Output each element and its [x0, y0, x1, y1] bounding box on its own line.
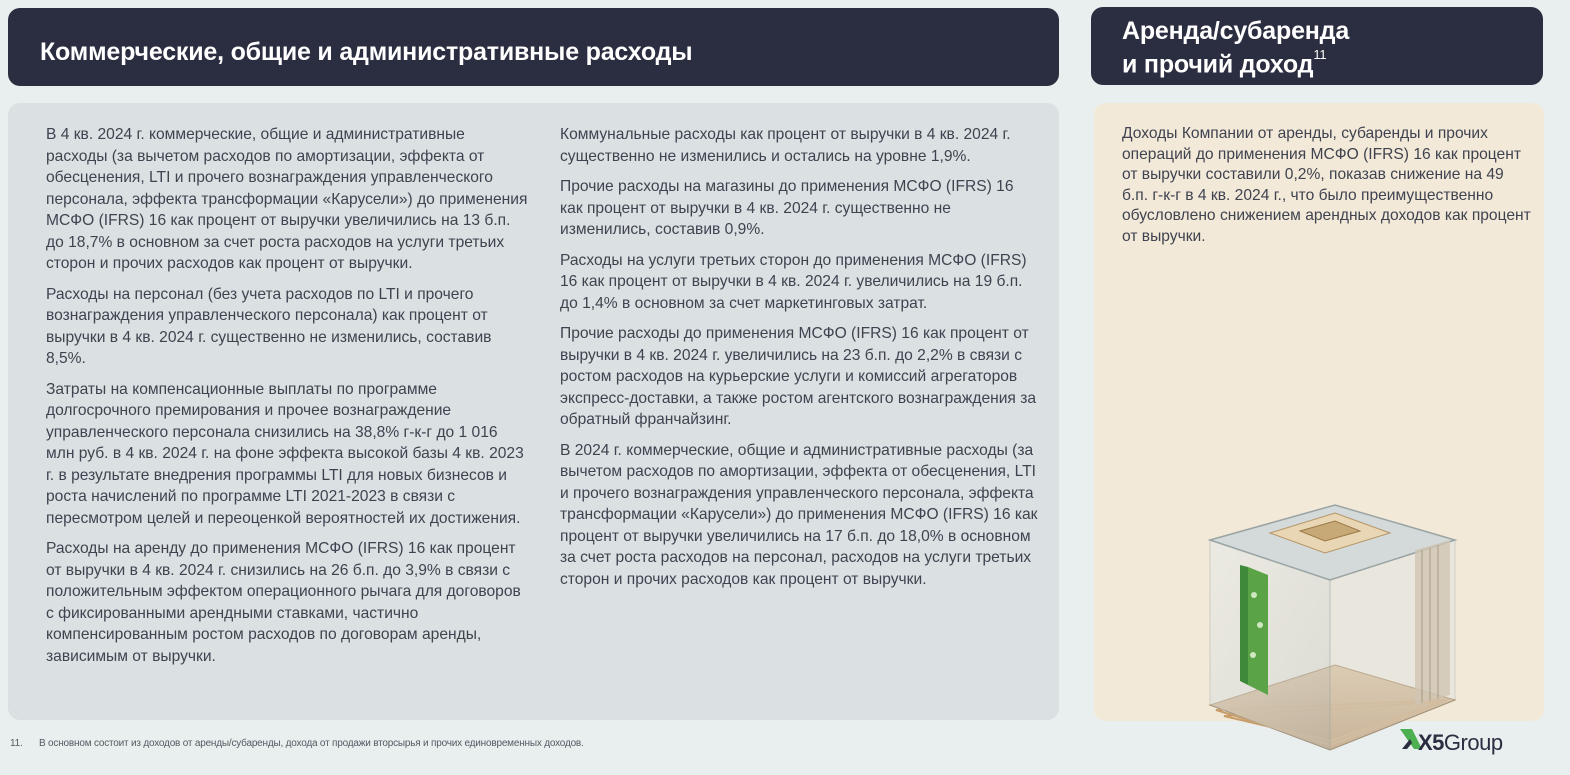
sga-text-panel — [8, 103, 1059, 720]
rental-title-line2: и прочий доход — [1122, 50, 1314, 79]
text-column-2 — [560, 124, 1040, 599]
x5-group-logo — [1398, 725, 1518, 759]
page-title: Коммерческие, общие и административные расходы — [40, 38, 693, 66]
paragraph: В 4 кв. 2024 г. коммерческие, общие и административные расходы (за вычетом расходов по амортизации, эффекта от обесценения, LTI и прочего вознаграждения управленческого персонала, эффекта трансформации «Карусели») до применения МСФО (IFRS) 16 как процент от выручки увеличились на 13 б.п. до 18,7% в основном за счет роста расходов на услуги третьих сторон и прочих расходов как процент от выручки. — [46, 126, 528, 272]
section-header-rental — [1091, 7, 1543, 85]
footnote-number: 11. — [10, 738, 23, 749]
footnote — [10, 738, 584, 749]
footnote-ref: 11 — [1313, 47, 1327, 62]
glass-cube-illustration — [1190, 495, 1470, 755]
rental-title-line1: Аренда/субаренда — [1122, 17, 1350, 45]
paragraph: Расходы на услуги третьих сторон до применения МСФО (IFRS) 16 как процент от выручки в 4 кв. 2024 г. увеличились на 19 б.п. до 1,4% в основном за счет маркетинговых затрат. — [560, 251, 1027, 312]
paragraph: Расходы на аренду до применения МСФО (IFRS) 16 как процент от выручки в 4 кв. 2024 г. снизились на 26 б.п. до 3,9% в связи с положительным эффектом операционного рычага для договоров с фиксированными арендными ставками, частично компенсированным ростом расходов по договорам аренды, зависимым от выручки. — [46, 540, 521, 665]
logo-x5: X5 — [1418, 730, 1444, 755]
paragraph: В 2024 г. коммерческие, общие и административные расходы (за вычетом расходов по амортизации, эффекта от обесценения, LTI и прочего вознаграждения управленческого персонала, эффекта трансформации «Карусели») до применения МСФО (IFRS) 16 как процент от выручки увеличились на 17 б.п. до 18,0% в основном за счет роста расходов на персонал, расходов на услуги третьих сторон и прочих расходов как процент от выручки. — [560, 441, 1038, 588]
rental-title — [1122, 17, 1349, 78]
paragraph: Расходы на персонал (без учета расходов по LTI и прочего вознаграждения управленческого персонала) как процент от выручки в 4 кв. 2024 г. существенно не изменились, составив 8,5%. — [46, 285, 492, 367]
paragraph: Коммунальные расходы как процент от выручки в 4 кв. 2024 г. существенно не изменились и остались на уровне 1,9%. — [560, 126, 1011, 165]
logo-group: Group — [1443, 730, 1503, 755]
footnote-text: В основном состоит из доходов от аренды/субаренды, дохода от продажи вторсырья и прочих единовременных доходов. — [39, 738, 584, 749]
section-header-sga — [8, 8, 1059, 86]
logo-text — [1418, 730, 1503, 756]
rental-paragraph: Доходы Компании от аренды, субаренды и прочих операций до применения МСФО (IFRS) 16 как процент от выручки составили 0,2%, показав снижение на 49 б.п. г-к-г в 4 кв. 2024 г., что было преимущественно обусловлено снижением арендных доходов как процент от выручки. — [1122, 125, 1531, 245]
paragraph: Затраты на компенсационные выплаты по программе долгосрочного премирования и прочее вознаграждение управленческого персонала снизились на 38,8% г-к-г до 1 016 млн руб. в 4 кв. 2024 г. на фоне эффекта высокой базы 4 кв. 2023 г. в результате внедрения программы LTI для новых бизнесов и роста начислений по программе LTI 2021-2023 в связи с пересмотром целей и переоценкой вероятностей их достижения. — [46, 380, 524, 527]
paragraph: Прочие расходы на магазины до применения МСФО (IFRS) 16 как процент от выручки в 4 кв. 2024 г. существенно не изменились, составив 0,9%. — [560, 178, 1014, 238]
paragraph: Прочие расходы до применения МСФО (IFRS) 16 как процент от выручки в 4 кв. 2024 г. увеличились на 23 б.п. до 2,2% в связи с ростом расходов на курьерские услуги и комиссий агрегаторов экспресс-доставки, а также ростом агентского вознаграждения за обратный франчайзинг. — [560, 325, 1037, 428]
text-column-1 — [46, 124, 530, 676]
